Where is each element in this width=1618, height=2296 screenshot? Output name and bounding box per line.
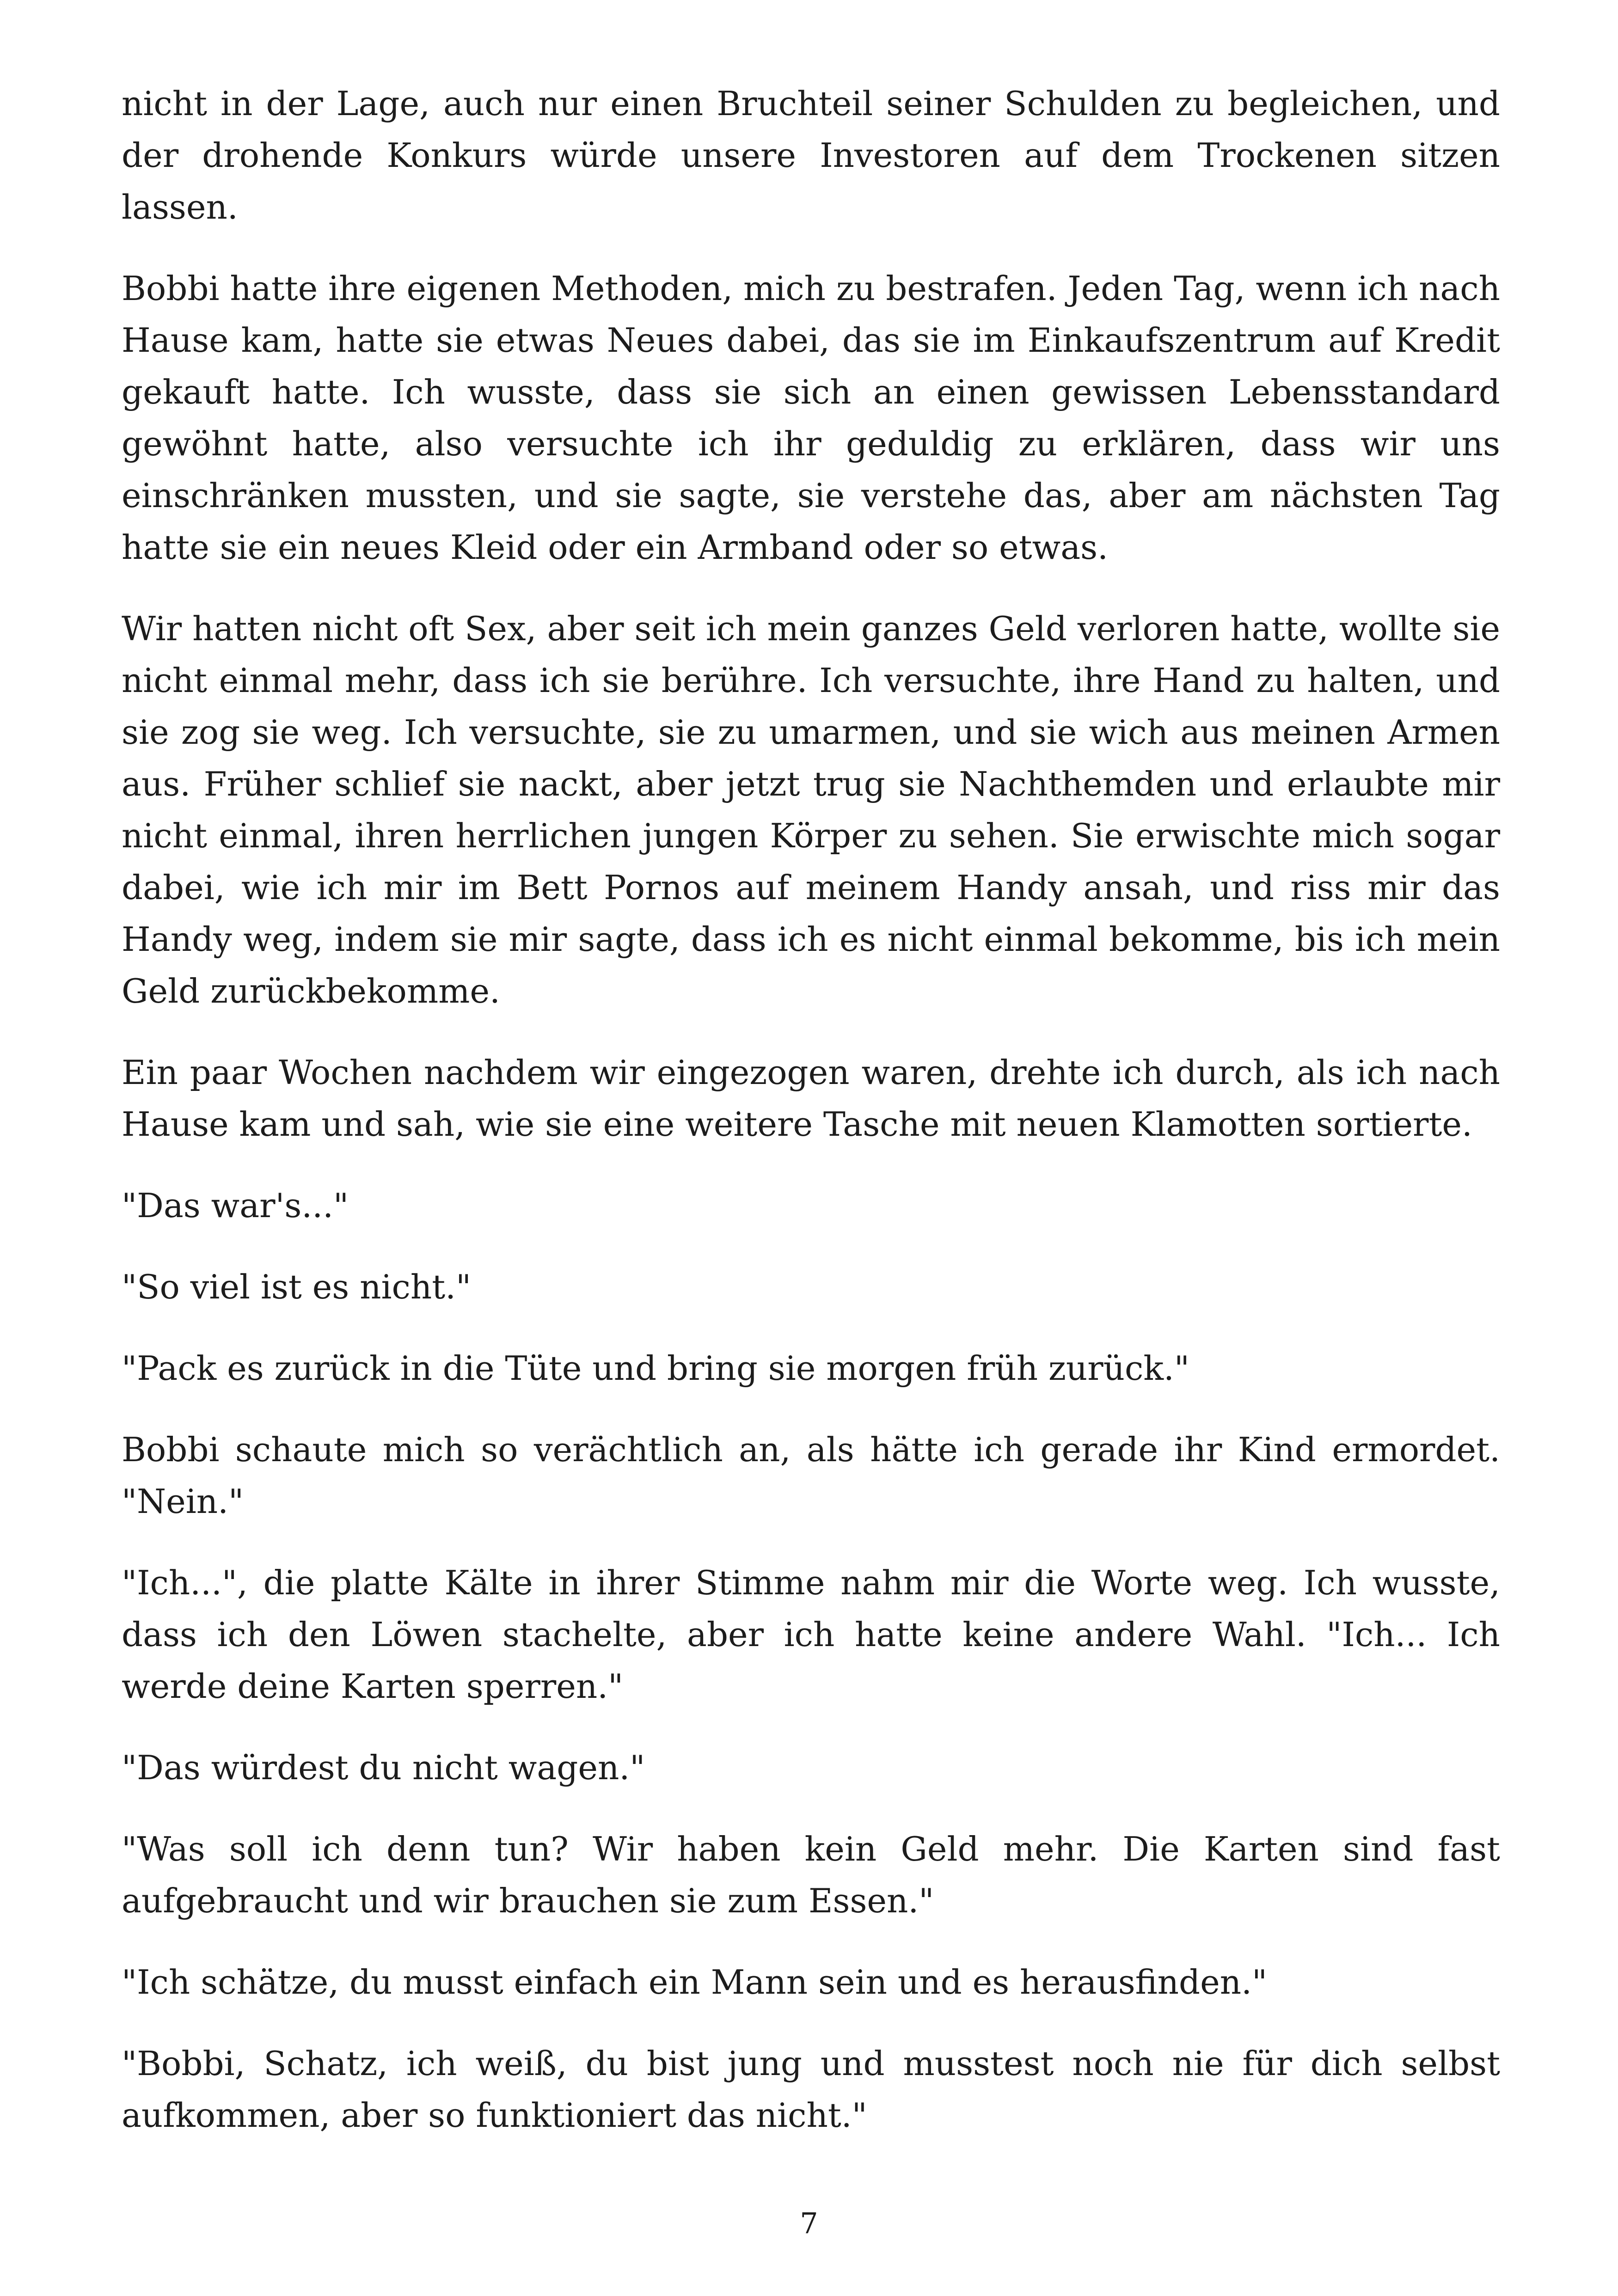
paragraph-13: "Bobbi, Schatz, ich weiß, du bist jung und musstest noch nie für dich selbst aufkommen, aber so funktioniert das nicht." [122,2044,1500,2135]
paragraph-7: "Pack es zurück in die Tüte und bring sie morgen früh zurück." [122,1349,1190,1388]
paragraph-2: Bobbi hatte ihre eigenen Methoden, mich zu bestrafen. Jeden Tag, wenn ich nach Hause kam, hatte sie etwas Neues dabei, das sie im Einkaufszentrum auf Kredit gekauft hatte. Ich wusste, dass sie sich an einen gewissen Lebensstandard gewöhnt hatte, also versuchte ich ihr geduldig zu erklären, dass wir uns einschränken mussten, und sie sagte, sie verstehe das, aber am nächsten Tag hatte sie ein neues Kleid oder ein Armband oder so etwas. [122,269,1500,567]
paragraph-11: "Was soll ich denn tun? Wir haben kein Geld mehr. Die Karten sind fast aufgebraucht und wir brauchen sie zum Essen." [122,1830,1500,1920]
paragraph-12: "Ich schätze, du musst einfach ein Mann sein und es herausfinden." [122,1963,1268,2002]
paragraph-4: Ein paar Wochen nachdem wir eingezogen waren, drehte ich durch, als ich nach Hause kam und sah, wie sie eine weitere Tasche mit neuen Klamotten sortierte. [122,1053,1500,1144]
paragraph-6: "So viel ist es nicht." [122,1267,472,1306]
paragraph-8: Bobbi schaute mich so verächtlich an, als hätte ich gerade ihr Kind ermordet. "Nein." [122,1430,1500,1521]
paragraph-1: nicht in der Lage, auch nur einen Bruchteil seiner Schulden zu begleichen, und der drohende Konkurs würde unsere Investoren auf dem Trockenen sitzen lassen. [122,84,1500,227]
body-text [122,78,1500,2171]
paragraph-10: "Das würdest du nicht wagen." [122,1748,645,1787]
paragraph-3: Wir hatten nicht oft Sex, aber seit ich mein ganzes Geld verloren hatte, wollte sie nicht einmal mehr, dass ich sie berühre. Ich versuchte, ihre Hand zu halten, und sie zog sie weg. Ich versuchte, sie zu umarmen, und sie wich aus meinen Armen aus. Früher schlief sie nackt, aber jetzt trug sie Nachthemden und erlaubte mir nicht einmal, ihren herrlichen jungen Körper zu sehen. Sie erwischte mich sogar dabei, wie ich mir im Bett Pornos auf meinem Handy ansah, und riss mir das Handy weg, indem sie mir sagte, dass ich es nicht einmal bekomme, bis ich mein Geld zurückbekomme. [122,609,1500,1010]
paragraph-5: "Das war's..." [122,1186,349,1225]
page-number: 7 [800,2206,818,2240]
paragraph-9: "Ich...", die platte Kälte in ihrer Stimme nahm mir die Worte weg. Ich wusste, dass ich den Löwen stachelte, aber ich hatte keine andere Wahl. "Ich... Ich werde deine Karten sperren." [122,1563,1500,1706]
